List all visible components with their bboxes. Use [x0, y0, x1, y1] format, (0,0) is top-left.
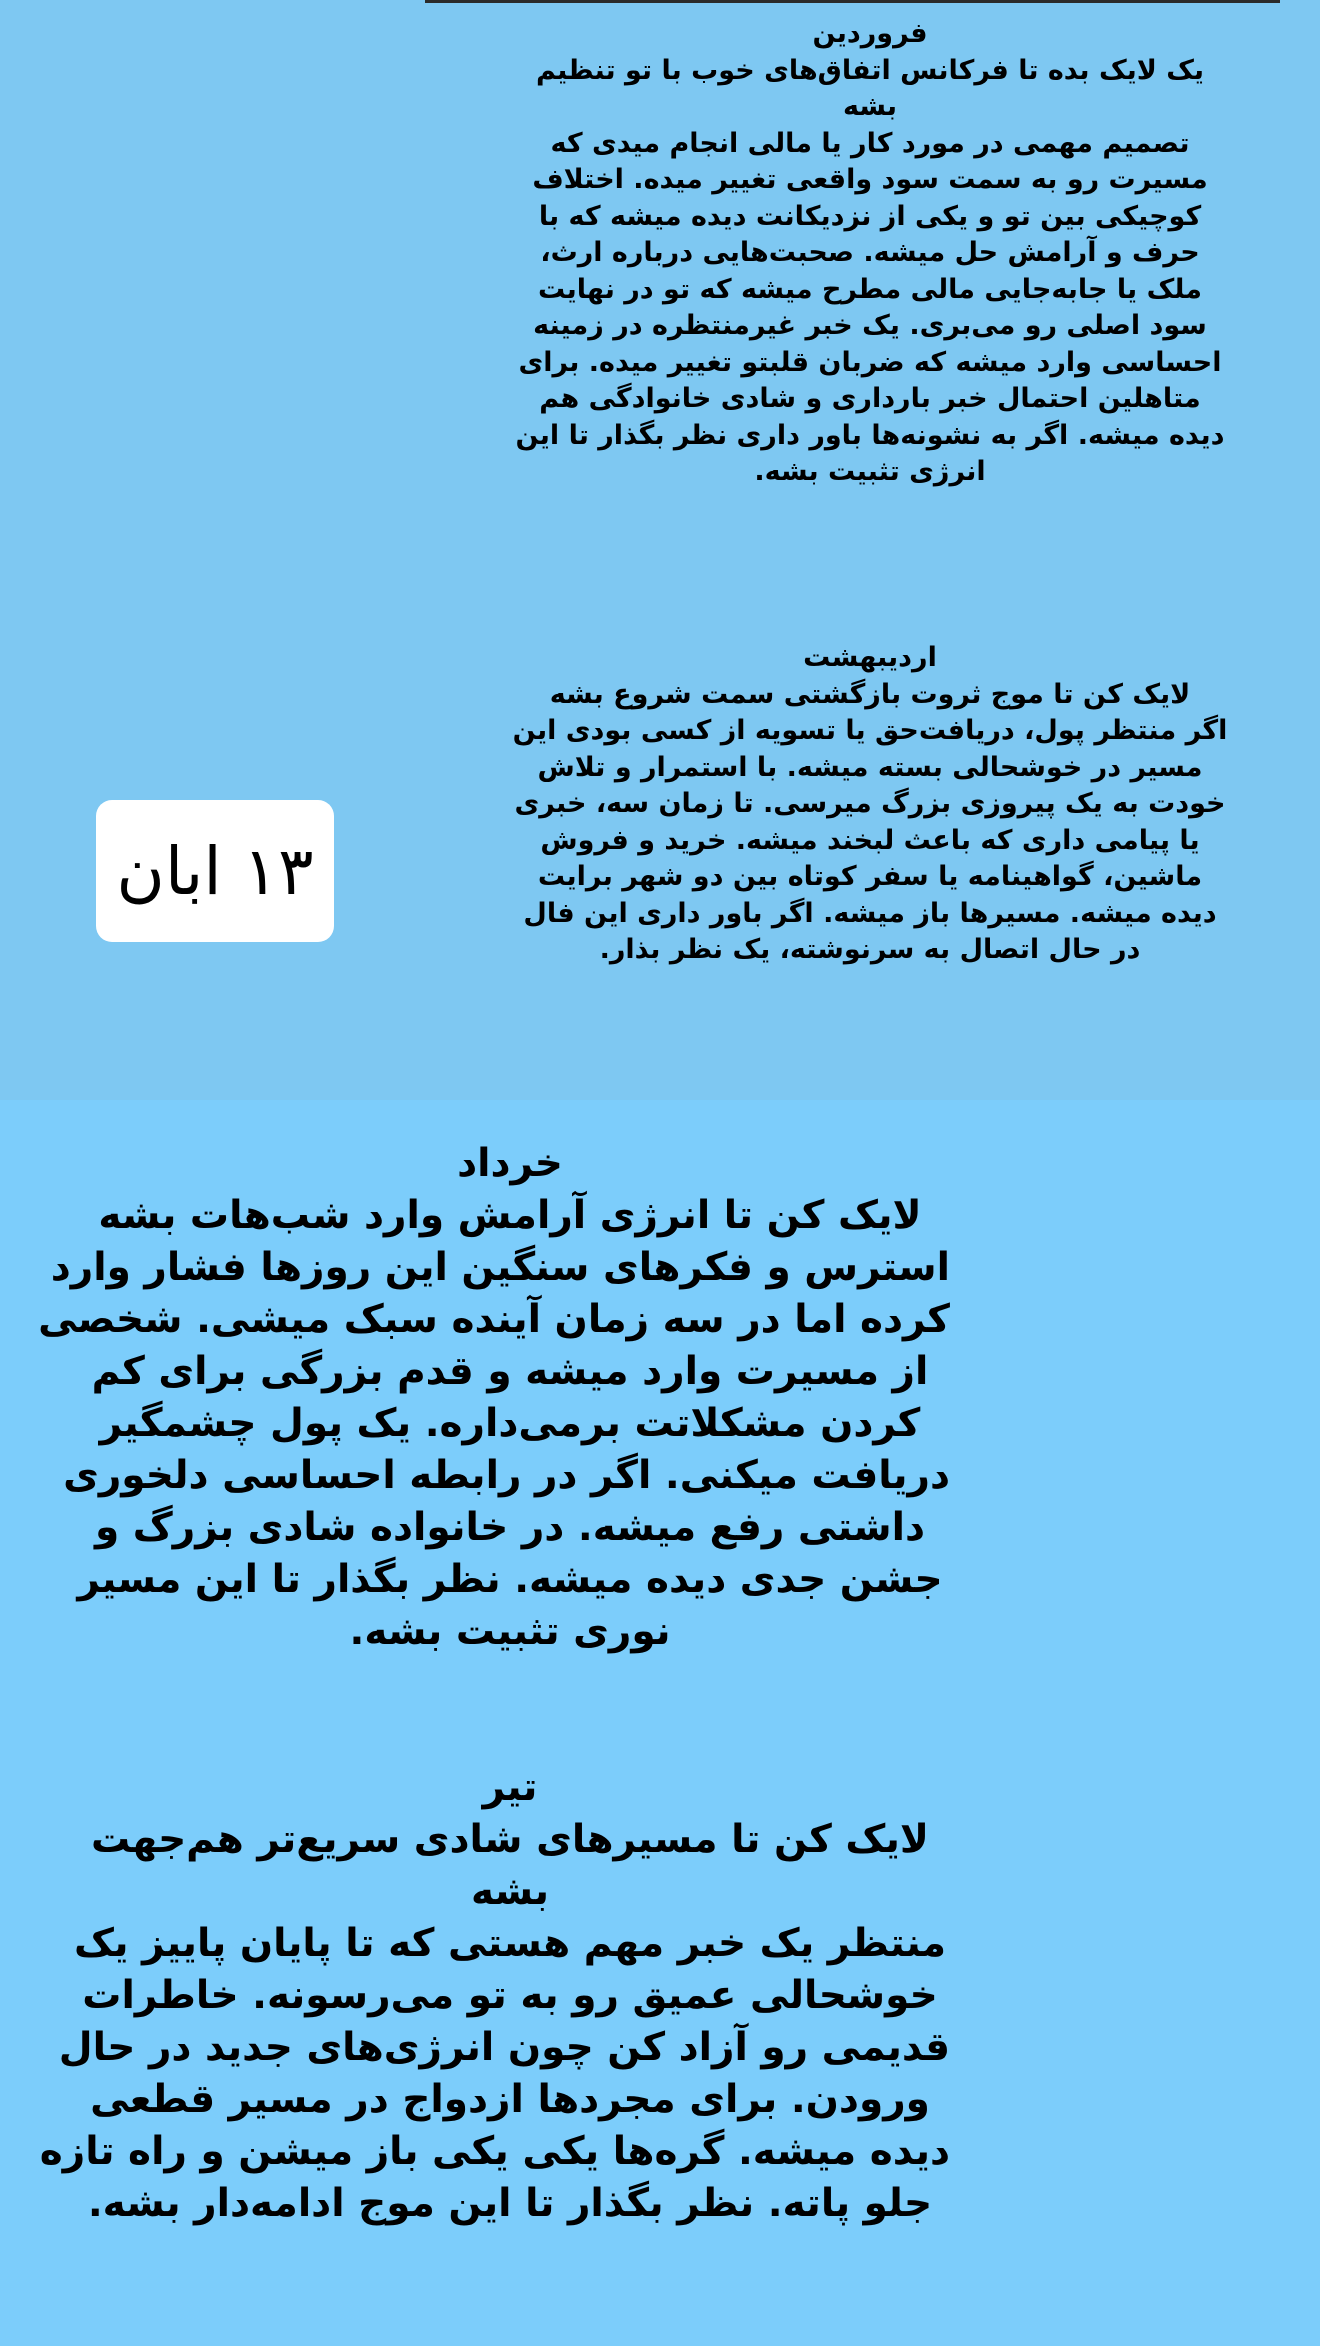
- month-title: اردیبهشت: [803, 642, 937, 673]
- text-line: بشه: [843, 91, 897, 122]
- text-line: جشن جدی دیده میشه. نظر بگذار تا این مسیر: [77, 1557, 943, 1602]
- text-line: منتظر یک خبر مهم هستی که تا پایان پاییز یک: [73, 1921, 947, 1966]
- horoscope-section-farvardin: [460, 16, 1280, 491]
- text-line: احساسی وارد میشه که ضربان قلبتو تغییر میده. برای: [518, 346, 1222, 378]
- text-line: دریافت میکنی. اگر در رابطه احساسی دلخوری: [63, 1453, 950, 1498]
- text-line: قدیمی رو آزاد کن چون انرژی‌های جدید در حال: [58, 2025, 950, 2070]
- text-line: لایک کن تا انرژی آرامش وارد شب‌هات بشه: [98, 1193, 922, 1238]
- text-line: داشتی رفع میشه. در خانواده شادی بزرگ و: [94, 1505, 925, 1550]
- text-line: در حال اتصال به سرنوشته، یک نظر بذار.: [599, 934, 1141, 965]
- text-line: کردن مشکلاتت برمی‌داره. یک پول چشمگیر: [99, 1401, 921, 1446]
- text-line: کوچیکی بین تو و یکی از نزدیکانت دیده میشه که با: [538, 200, 1202, 232]
- text-line: سود اصلی رو می‌بری. یک خبر غیرمنتظره در زمینه: [533, 310, 1207, 341]
- text-line: یک لایک بده تا فرکانس اتفاق‌های خوب با تو تنظیم: [535, 54, 1205, 86]
- text-line: خودت به یک پیروزی بزرگ میرسی. تا زمان سه، خبری: [514, 788, 1226, 819]
- text-line: انرژی تثبیت بشه.: [754, 456, 986, 487]
- text-line: از مسیرت وارد میشه و قدم بزرگی برای کم: [91, 1349, 929, 1394]
- text-line: بشه: [471, 1869, 549, 1914]
- text-line: تصمیم مهمی در مورد کار یا مالی انجام میدی که: [550, 127, 1190, 159]
- text-line: دیده میشه. گره‌ها یکی یکی باز میشن و راه تازه: [39, 2129, 950, 2174]
- text-line: لایک کن تا مسیرهای شادی سریع‌تر هم‌جهت: [91, 1817, 929, 1862]
- text-line: نوری تثبیت بشه.: [349, 1609, 671, 1654]
- month-title: خرداد: [457, 1141, 563, 1186]
- text-line: جلو پاته. نظر بگذار تا این موج ادامه‌دار بشه.: [87, 2181, 933, 2226]
- text-line: ماشین، گواهینامه یا سفر کوتاه بین دو شهر برایت: [537, 861, 1203, 892]
- date-label: ۱۳ ابان: [116, 832, 314, 910]
- month-title: فروردین: [812, 18, 928, 49]
- text-line: حرف و آرامش حل میشه. صحبت‌هایی درباره ارث،: [540, 237, 1200, 268]
- text-line: متاهلین احتمال خبر بارداری و شادی خانوادگی هم: [539, 383, 1201, 414]
- text-line: دیده میشه. اگر به نشونه‌ها باور داری نظر بگذار تا این: [515, 419, 1225, 451]
- text-line: ورودن. برای مجردها ازدواج در مسیر قطعی: [90, 2077, 930, 2122]
- text-line: کرده اما در سه زمان آینده سبک میشی. شخصی: [38, 1297, 950, 1342]
- text-line: یا پیامی داری که باعث لبخند میشه. خرید و فروش: [540, 824, 1200, 856]
- text-line: مسیرت رو به سمت سود واقعی تغییر میده. اختلاف: [532, 164, 1208, 195]
- text-line: اگر منتظر پول، دریافت‌حق یا تسویه از کسی بودی این: [512, 715, 1228, 746]
- text-line: دیده میشه. مسیرها باز میشه. اگر باور داری این فال: [523, 897, 1217, 929]
- text-line: لایک کن تا موج ثروت بازگشتی سمت شروع بشه: [549, 678, 1191, 710]
- horoscope-section-khordad: [38, 1138, 950, 1658]
- text-line: استرس و فکرهای سنگین این روزها فشار وارد: [50, 1245, 950, 1290]
- date-badge: [96, 800, 334, 942]
- horoscope-section-tir: [39, 1762, 950, 2230]
- text-line: خوشحالی عمیق رو به تو می‌رسونه. خاطرات: [82, 1973, 938, 2018]
- month-title: تیر: [482, 1765, 538, 1810]
- text-line: ملک یا جابه‌جایی مالی مطرح میشه که تو در نهایت: [538, 273, 1202, 305]
- top-divider: [425, 0, 1280, 3]
- text-line: مسیر در خوشحالی بسته میشه. با استمرار و تلاش: [537, 751, 1203, 783]
- horoscope-section-ordibehesht: [440, 640, 1300, 969]
